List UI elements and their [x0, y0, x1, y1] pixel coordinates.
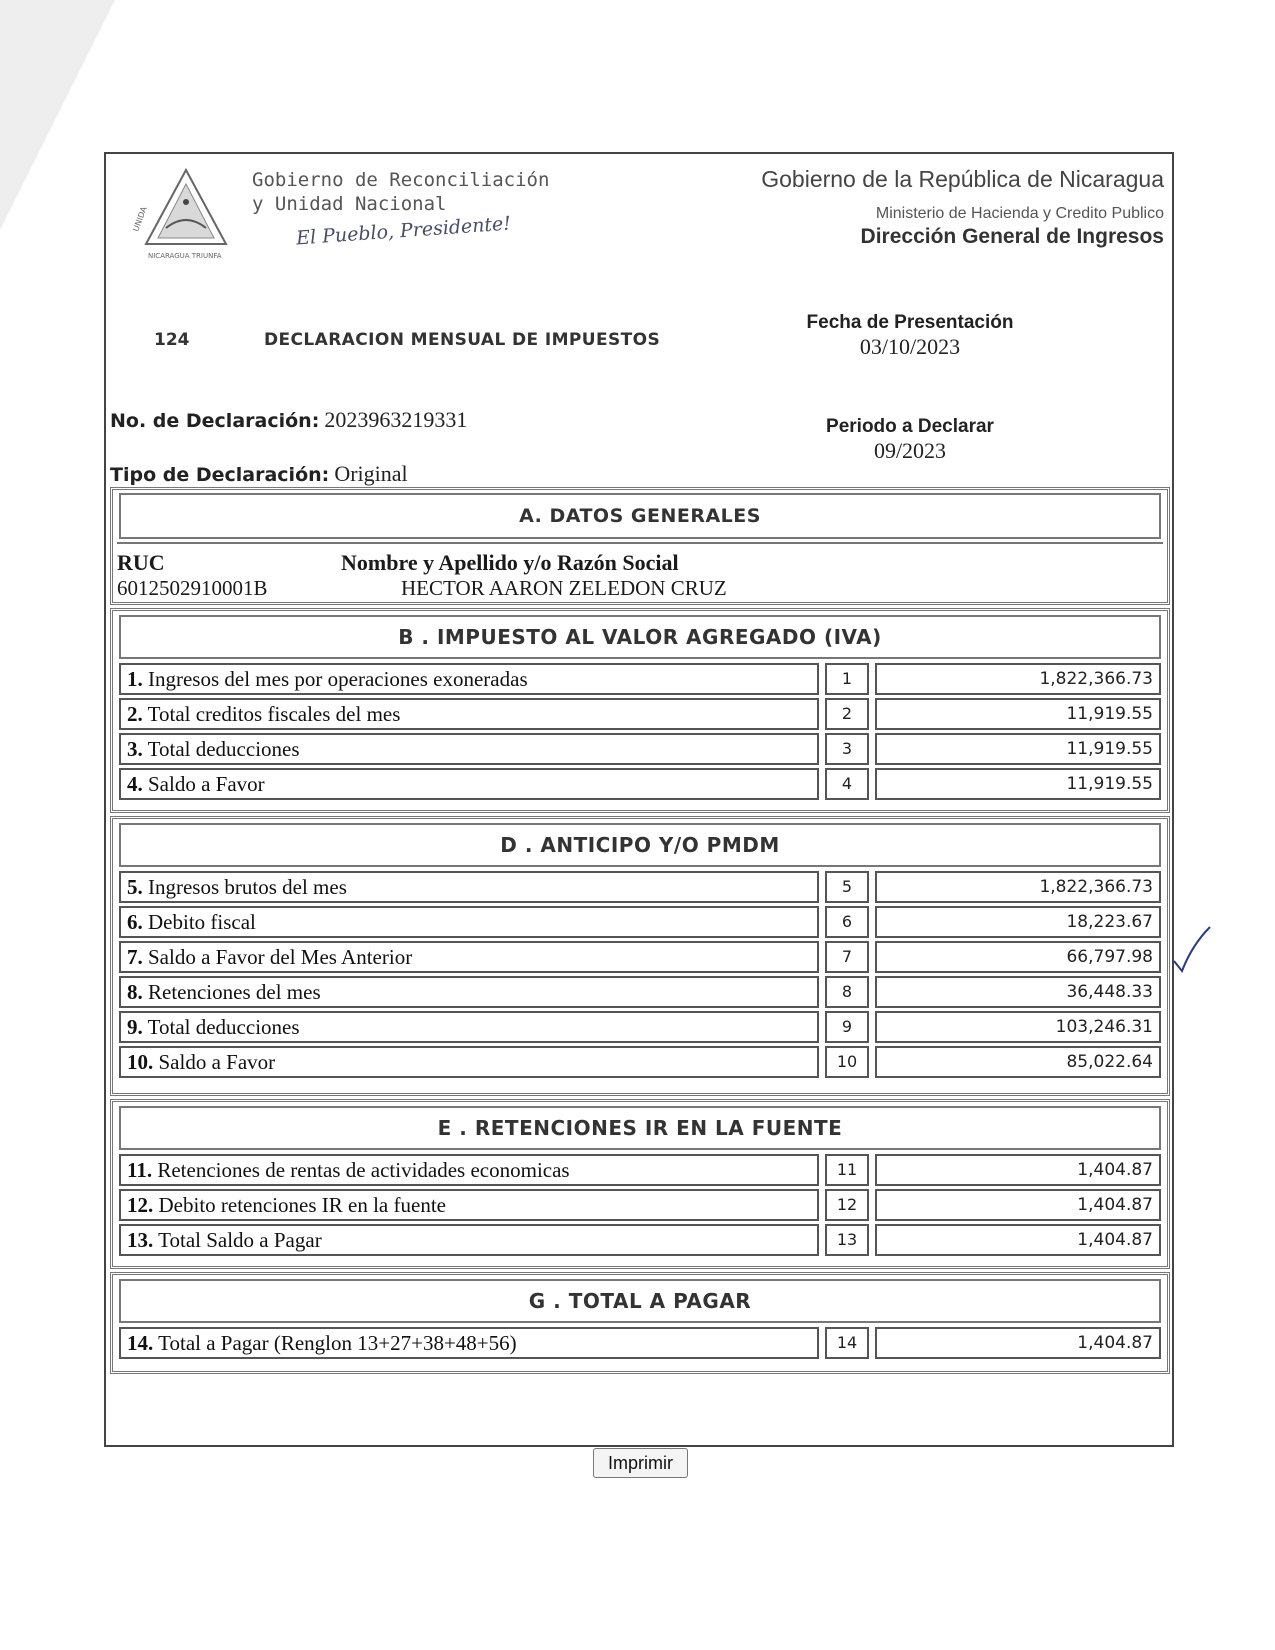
- row-number: 12.: [127, 1193, 154, 1217]
- declaration-period: [796, 416, 1024, 464]
- ruc-value: 6012502910001B: [117, 576, 268, 600]
- directorate-name: Dirección General de Ingresos: [860, 225, 1164, 248]
- row-number: 9.: [127, 1015, 143, 1039]
- row-description: [119, 976, 819, 1008]
- declaration-form: [104, 152, 1174, 1447]
- row-code: 5: [825, 871, 869, 903]
- row-label: Total creditos fiscales del mes: [147, 702, 401, 726]
- form-number: 124: [154, 330, 190, 350]
- row-label: Saldo a Favor del Mes Anterior: [148, 945, 413, 969]
- row-amount: 1,404.87: [875, 1189, 1161, 1221]
- taxpayer-info: [117, 542, 1163, 602]
- section-anticipo: [110, 816, 1170, 1096]
- republic-title: Gobierno de la República de Nicaragua: [761, 166, 1164, 192]
- table-row: [119, 698, 1161, 730]
- section-title: B . IMPUESTO AL VALOR AGREGADO (IVA): [119, 615, 1161, 659]
- issuing-authority: [761, 166, 1164, 249]
- row-label: Saldo a Favor: [158, 1050, 276, 1074]
- row-amount: 11,919.55: [875, 698, 1161, 730]
- row-code: 1: [825, 663, 869, 695]
- row-amount: 18,223.67: [875, 906, 1161, 938]
- row-description: [119, 1224, 819, 1256]
- tipo-label: Tipo de Declaración:: [110, 464, 330, 486]
- row-amount: 1,404.87: [875, 1154, 1161, 1186]
- handwritten-checkmark-icon: [1172, 925, 1212, 975]
- table-row: [119, 1154, 1161, 1186]
- row-label: Debito fiscal: [148, 910, 256, 934]
- row-label: Total a Pagar (Renglon 13+27+38+48+56): [158, 1331, 517, 1355]
- row-code: 10: [825, 1046, 869, 1078]
- table-row: [119, 1189, 1161, 1221]
- section-title: E . RETENCIONES IR EN LA FUENTE: [119, 1106, 1161, 1150]
- row-label: Debito retenciones IR en la fuente: [158, 1193, 446, 1217]
- row-amount: 85,022.64: [875, 1046, 1161, 1078]
- row-code: 11: [825, 1154, 869, 1186]
- gov-left-line1: Gobierno de Reconciliación: [252, 169, 550, 191]
- row-amount: 103,246.31: [875, 1011, 1161, 1043]
- row-code: 6: [825, 906, 869, 938]
- gov-left-line2: y Unidad Nacional: [252, 193, 447, 215]
- ruc-label: RUC: [117, 550, 165, 575]
- row-number: 5.: [127, 875, 143, 899]
- row-number: 8.: [127, 980, 143, 1004]
- row-number: 10.: [127, 1050, 154, 1074]
- table-row: [119, 1327, 1161, 1359]
- row-label: Total Saldo a Pagar: [158, 1228, 322, 1252]
- section-retenciones: [110, 1099, 1170, 1269]
- row-label: Retenciones del mes: [148, 980, 321, 1004]
- table-row: [119, 1046, 1161, 1078]
- row-code: 4: [825, 768, 869, 800]
- row-number: 14.: [127, 1331, 154, 1355]
- table-row: [119, 1224, 1161, 1256]
- row-description: [119, 871, 819, 903]
- row-amount: 66,797.98: [875, 941, 1161, 973]
- row-label: Ingresos brutos del mes: [148, 875, 347, 899]
- government-logo-icon: [128, 162, 246, 272]
- row-number: 3.: [127, 737, 143, 761]
- row-code: 8: [825, 976, 869, 1008]
- section-title: A. DATOS GENERALES: [119, 493, 1161, 539]
- name-label: Nombre y Apellido y/o Razón Social: [341, 550, 679, 575]
- declaration-number: [110, 407, 467, 433]
- table-row: [119, 941, 1161, 973]
- table-row: [119, 976, 1161, 1008]
- row-code: 9: [825, 1011, 869, 1043]
- row-amount: 1,822,366.73: [875, 871, 1161, 903]
- row-code: 3: [825, 733, 869, 765]
- row-label: Ingresos del mes por operaciones exoneradas: [148, 667, 528, 691]
- periodo-value: 09/2023: [873, 438, 947, 463]
- row-description: [119, 698, 819, 730]
- row-amount: 36,448.33: [875, 976, 1161, 1008]
- row-amount: 11,919.55: [875, 733, 1161, 765]
- section-datos-generales: [110, 487, 1170, 605]
- row-description: [119, 906, 819, 938]
- table-row: [119, 1011, 1161, 1043]
- table-row: [119, 871, 1161, 903]
- row-amount: 1,822,366.73: [875, 663, 1161, 695]
- section-total-a-pagar: [110, 1272, 1170, 1374]
- ministry-name: Ministerio de Hacienda y Credito Publico: [875, 205, 1164, 222]
- tipo-value: Original: [334, 461, 408, 486]
- row-label: Total deducciones: [147, 737, 300, 761]
- table-row: [119, 906, 1161, 938]
- svg-text:NICARAGUA TRIUNFA: NICARAGUA TRIUNFA: [148, 252, 222, 260]
- row-description: [119, 663, 819, 695]
- row-description: [119, 1327, 819, 1359]
- row-description: [119, 1011, 819, 1043]
- no-decl-label: No. de Declaración:: [110, 410, 320, 432]
- table-row: [119, 663, 1161, 695]
- row-amount: 1,404.87: [875, 1224, 1161, 1256]
- government-motto: [252, 168, 549, 216]
- row-description: [119, 1154, 819, 1186]
- row-description: [119, 941, 819, 973]
- fecha-value: 03/10/2023: [859, 334, 961, 359]
- row-code: 12: [825, 1189, 869, 1221]
- row-description: [119, 1189, 819, 1221]
- row-label: Saldo a Favor: [148, 772, 265, 796]
- section-title: G . TOTAL A PAGAR: [119, 1279, 1161, 1323]
- row-amount: 11,919.55: [875, 768, 1161, 800]
- row-number: 6.: [127, 910, 143, 934]
- row-label: Retenciones de rentas de actividades economicas: [157, 1158, 570, 1182]
- scan-shadow-corner: [0, 0, 120, 250]
- section-iva: [110, 608, 1170, 813]
- declaration-type: [110, 461, 408, 487]
- row-number: 13.: [127, 1228, 154, 1252]
- row-amount: 1,404.87: [875, 1327, 1161, 1359]
- svg-text:UNIDA: UNIDA: [131, 205, 149, 233]
- periodo-label: Periodo a Declarar: [826, 416, 994, 437]
- table-row: [119, 733, 1161, 765]
- row-number: 4.: [127, 772, 143, 796]
- form-title: DECLARACION MENSUAL DE IMPUESTOS: [264, 330, 661, 350]
- row-code: 13: [825, 1224, 869, 1256]
- handwritten-slogan: El Pueblo, Presidente!: [295, 212, 512, 250]
- name-value: HECTOR AARON ZELEDON CRUZ: [401, 576, 727, 600]
- row-number: 2.: [127, 702, 143, 726]
- no-decl-value: 2023963219331: [324, 407, 468, 432]
- row-number: 7.: [127, 945, 143, 969]
- row-description: [119, 733, 819, 765]
- row-number: 1.: [127, 667, 143, 691]
- print-button[interactable]: Imprimir: [593, 1448, 688, 1478]
- table-row: [119, 768, 1161, 800]
- row-code: 7: [825, 941, 869, 973]
- row-code: 2: [825, 698, 869, 730]
- row-code: 14: [825, 1327, 869, 1359]
- section-title: D . ANTICIPO Y/O PMDM: [119, 823, 1161, 867]
- row-label: Total deducciones: [147, 1015, 300, 1039]
- submission-date: [796, 312, 1024, 360]
- row-description: [119, 768, 819, 800]
- row-description: [119, 1046, 819, 1078]
- row-number: 11.: [127, 1158, 153, 1182]
- fecha-label: Fecha de Presentación: [806, 312, 1014, 333]
